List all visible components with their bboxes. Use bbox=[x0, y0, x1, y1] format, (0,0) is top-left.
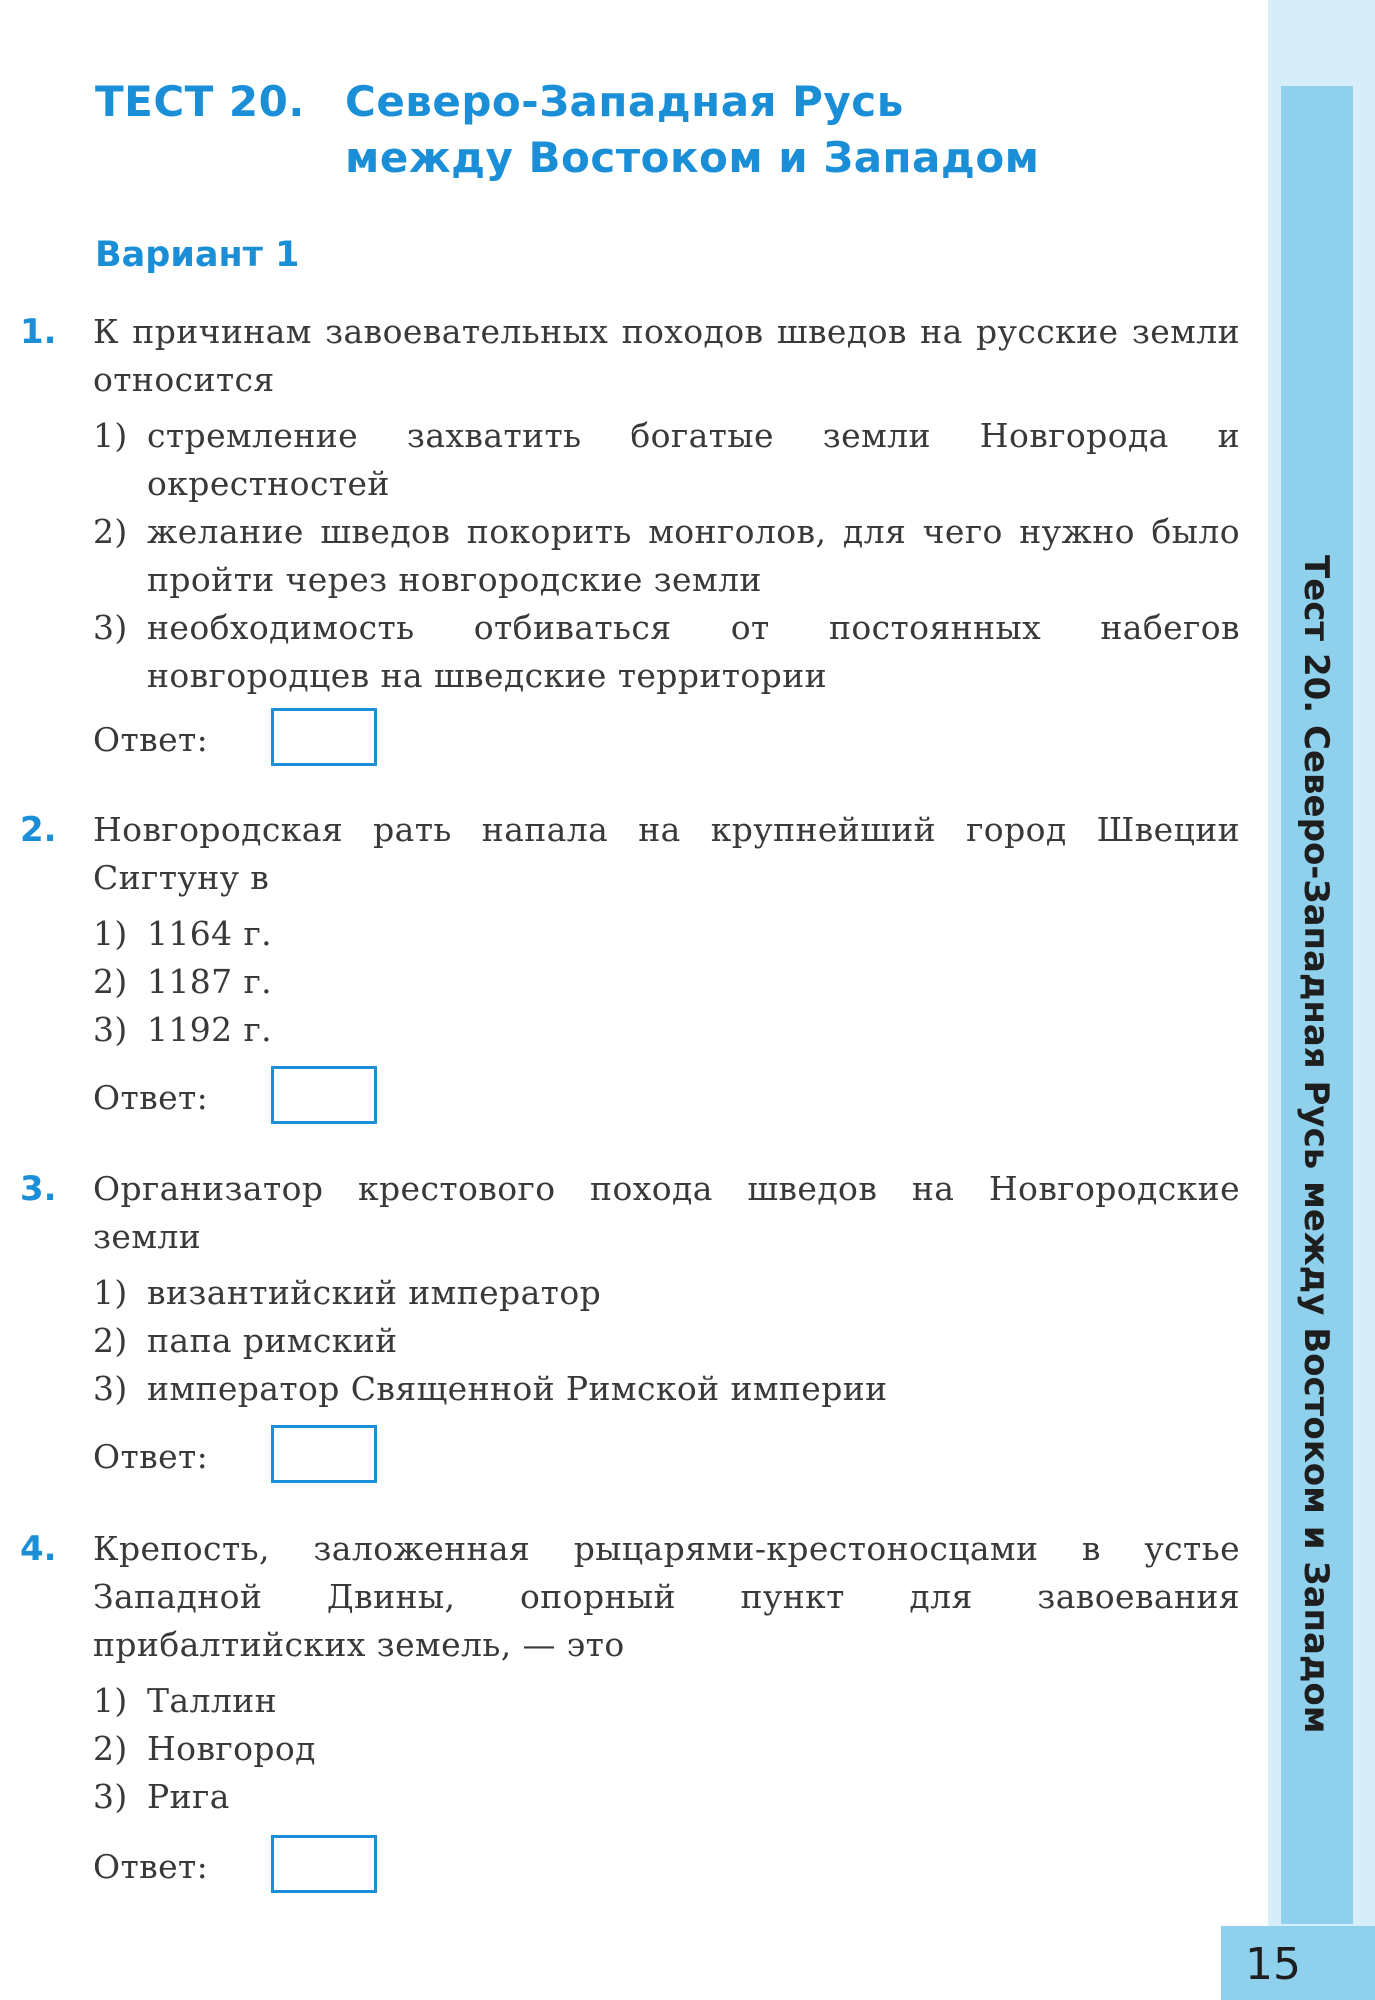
option bbox=[93, 1317, 1240, 1365]
option-number: 1) bbox=[93, 914, 128, 953]
answer-label: Ответ: bbox=[93, 720, 209, 759]
answer-row bbox=[93, 1066, 393, 1130]
answer-label: Ответ: bbox=[93, 1847, 209, 1886]
question-number: 4. bbox=[20, 1529, 57, 1569]
option bbox=[93, 958, 1240, 1006]
question-number: 2. bbox=[20, 810, 57, 850]
option-text: 1192 г. bbox=[147, 1010, 273, 1049]
test-label: ТЕСТ 20. bbox=[95, 77, 305, 126]
option-number: 3) bbox=[93, 1777, 128, 1816]
option-text: 1164 г. bbox=[147, 914, 273, 953]
option-text: 1187 г. bbox=[147, 962, 273, 1001]
variant-heading: Вариант 1 bbox=[95, 235, 300, 275]
option-number: 2) bbox=[93, 1729, 128, 1768]
option-text: византийский император bbox=[147, 1273, 602, 1312]
option-text: папа римский bbox=[147, 1321, 398, 1360]
answer-box[interactable] bbox=[271, 1425, 377, 1483]
option-number: 3) bbox=[93, 1010, 128, 1049]
option-list bbox=[93, 1677, 1240, 1821]
option bbox=[93, 508, 1240, 604]
question-number: 3. bbox=[20, 1169, 57, 1209]
question-number: 1. bbox=[20, 312, 57, 352]
option-text: император Священной Римской империи bbox=[147, 1369, 888, 1408]
answer-row bbox=[93, 1425, 393, 1489]
option-number: 2) bbox=[93, 1321, 128, 1360]
option bbox=[93, 1269, 1240, 1317]
title-line-1: Северо-Западная Русь bbox=[345, 77, 904, 126]
option-text: Рига bbox=[147, 1777, 230, 1816]
option-number: 1) bbox=[93, 1273, 128, 1312]
option-text: стремление захватить богатые земли Новгорода и окрестностей bbox=[147, 416, 1240, 503]
page-number: 15 bbox=[1245, 1939, 1301, 1990]
option bbox=[93, 1365, 1240, 1413]
option bbox=[93, 1773, 1240, 1821]
option bbox=[93, 910, 1240, 958]
option bbox=[93, 604, 1240, 700]
option-number: 3) bbox=[93, 1369, 128, 1408]
option-text: Новгород bbox=[147, 1729, 316, 1768]
answer-label: Ответ: bbox=[93, 1437, 209, 1476]
page-title bbox=[95, 74, 1040, 186]
option-text: желание шведов покорить монголов, для чего нужно было пройти через новгородские земли bbox=[147, 512, 1240, 599]
option-text: Таллин bbox=[147, 1681, 278, 1720]
option-number: 3) bbox=[93, 608, 128, 647]
answer-box[interactable] bbox=[271, 1835, 377, 1893]
question-text: Организатор крестового похода шведов на Новгородские земли bbox=[93, 1169, 1240, 1256]
question-text: Новгородская рать напала на крупнейший город Швеции Сигтуну в bbox=[93, 810, 1240, 897]
question-text: К причинам завоевательных походов шведов на русские земли относится bbox=[93, 312, 1240, 399]
question-text: Крепость, заложенная рыцарями-крестоносцами в устье Западной Двины, опорный пункт для завоевания прибалтийских земель, — это bbox=[93, 1529, 1240, 1664]
option-text: необходимость отбиваться от постоянных набегов новгородцев на шведские территории bbox=[147, 608, 1240, 695]
answer-row bbox=[93, 708, 393, 772]
option bbox=[93, 1677, 1240, 1725]
answer-box[interactable] bbox=[271, 1066, 377, 1124]
option-list bbox=[93, 910, 1240, 1054]
answer-label: Ответ: bbox=[93, 1078, 209, 1117]
title-line-2: между Востоком и Западом bbox=[345, 133, 1040, 182]
option bbox=[93, 1725, 1240, 1773]
option bbox=[93, 412, 1240, 508]
option-number: 1) bbox=[93, 1681, 128, 1720]
answer-row bbox=[93, 1835, 393, 1899]
option bbox=[93, 1006, 1240, 1054]
answer-box[interactable] bbox=[271, 708, 377, 766]
option-list bbox=[93, 412, 1240, 700]
option-list bbox=[93, 1269, 1240, 1413]
option-number: 2) bbox=[93, 512, 128, 551]
option-number: 2) bbox=[93, 962, 128, 1001]
option-number: 1) bbox=[93, 416, 128, 455]
side-tab-label: Тест 20. Северо-Западная Русь между Востоком и Западом bbox=[1296, 555, 1336, 1734]
